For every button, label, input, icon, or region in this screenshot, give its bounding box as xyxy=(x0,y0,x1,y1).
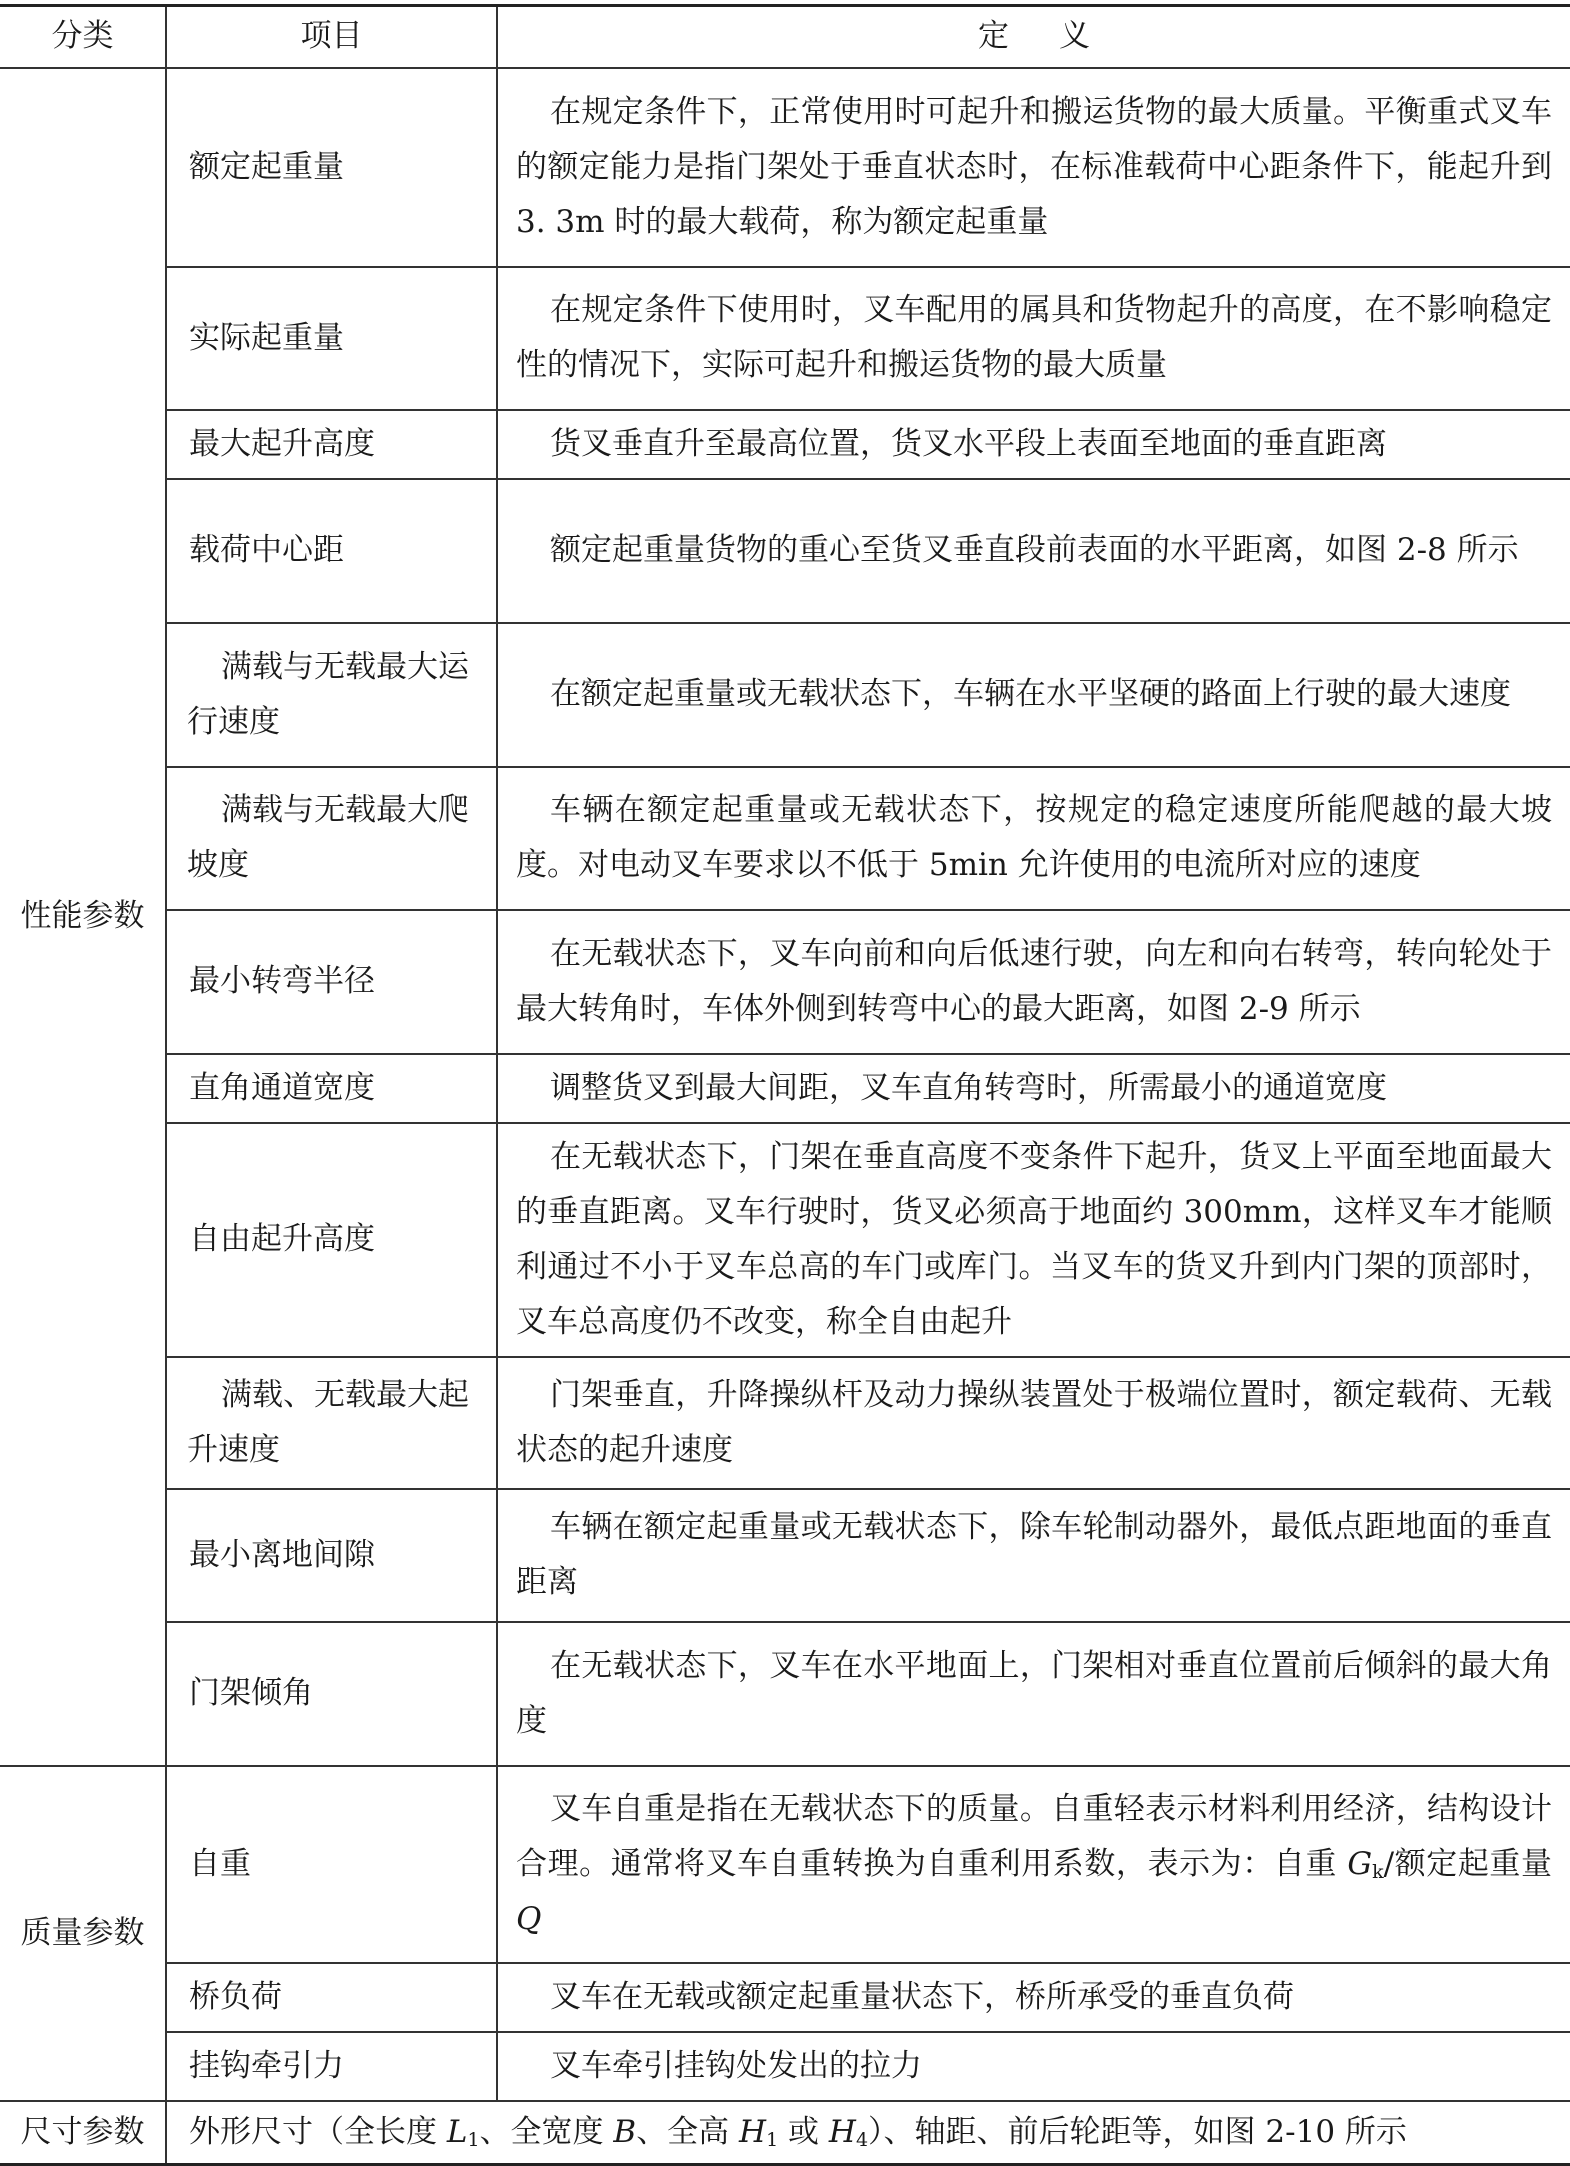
table-row xyxy=(0,1622,1570,1766)
table-row xyxy=(0,1357,1570,1489)
symbol-l: L xyxy=(446,2113,468,2150)
table-row xyxy=(0,410,1570,479)
table-row xyxy=(0,479,1570,623)
table-row xyxy=(0,767,1570,910)
header-definition-b: 义 xyxy=(1059,18,1090,55)
table-row xyxy=(0,910,1570,1054)
header-item: 项目 xyxy=(166,6,497,68)
symbol-g-subscript: k xyxy=(1372,1860,1384,1883)
dim-text-5: ）、轴距、前后轮距等，如图 2-10 所示 xyxy=(868,2113,1407,2150)
header-definition-a: 定 xyxy=(978,18,1009,55)
table-row xyxy=(0,2032,1570,2101)
item-cell: 挂钩牵引力 xyxy=(166,2032,497,2101)
table-row xyxy=(0,2101,1570,2165)
symbol-h4: H xyxy=(828,2113,856,2150)
header-definition xyxy=(497,6,1570,68)
definition-cell: 车辆在额定起重量或无载状态下，按规定的稳定速度所能爬越的最大坡度。对电动叉车要求以不低于 5min 允许使用的电流所对应的速度 xyxy=(497,767,1570,910)
category-performance: 性能参数 xyxy=(0,68,166,1766)
table-row xyxy=(0,1054,1570,1123)
symbol-g: G xyxy=(1347,1845,1373,1882)
item-cell: 额定起重量 xyxy=(166,68,497,267)
item-cell: 实际起重量 xyxy=(166,267,497,410)
symbol-h4-subscript: 4 xyxy=(855,2128,869,2151)
definition-cell: 在无载状态下，叉车向前和向后低速行驶，向左和向右转弯，转向轮处于最大转角时，车体外侧到转弯中心的最大距离，如图 2-9 所示 xyxy=(497,910,1570,1054)
dim-text-4: 或 xyxy=(778,2113,829,2150)
item-cell: 桥负荷 xyxy=(166,1963,497,2032)
item-cell: 自重 xyxy=(166,1766,497,1963)
definition-cell: 在无载状态下，门架在垂直高度不变条件下起升，货叉上平面至地面最大的垂直距离。叉车行驶时，货叉必须高于地面约 300mm，这样叉车才能顺利通过不小于叉车总高的车门或库门。当叉车的货叉升到内门架的顶部时，叉车总高度仍不改变，称全自由起升 xyxy=(497,1123,1570,1357)
forklift-parameter-table xyxy=(0,4,1570,2166)
symbol-l-subscript: 1 xyxy=(467,2128,480,2151)
symbol-h1-subscript: 1 xyxy=(766,2128,779,2151)
item-cell: 满载与无载最大爬坡度 xyxy=(166,767,497,910)
definition-cell: 额定起重量货物的重心至货叉垂直段前表面的水平距离，如图 2-8 所示 xyxy=(497,479,1570,623)
definition-text-2: /额定起重量 xyxy=(1383,1845,1552,1882)
definition-cell: 在规定条件下，正常使用时可起升和搬运货物的最大质量。平衡重式叉车的额定能力是指门架处于垂直状态时，在标准载荷中心距条件下，能起升到 3. 3m 时的最大载荷，称为额定起重量 xyxy=(497,68,1570,267)
table-row xyxy=(0,68,1570,267)
definition-cell: 货叉垂直升至最高位置，货叉水平段上表面至地面的垂直距离 xyxy=(497,410,1570,479)
definition-cell: 在额定起重量或无载状态下，车辆在水平坚硬的路面上行驶的最大速度 xyxy=(497,623,1570,767)
dim-text-2: 、全宽度 xyxy=(479,2113,614,2150)
header-row xyxy=(0,6,1570,68)
item-cell: 载荷中心距 xyxy=(166,479,497,623)
item-cell: 满载与无载最大运行速度 xyxy=(166,623,497,767)
dimension-definition-cell xyxy=(166,2101,1570,2165)
item-cell: 自由起升高度 xyxy=(166,1123,497,1357)
definition-cell xyxy=(497,1766,1570,1963)
header-category: 分类 xyxy=(0,6,166,68)
definition-cell: 在无载状态下，叉车在水平地面上，门架相对垂直位置前后倾斜的最大角度 xyxy=(497,1622,1570,1766)
definition-cell: 调整货叉到最大间距，叉车直角转弯时，所需最小的通道宽度 xyxy=(497,1054,1570,1123)
definition-cell: 门架垂直，升降操纵杆及动力操纵装置处于极端位置时，额定载荷、无载状态的起升速度 xyxy=(497,1357,1570,1489)
definition-text: 叉车自重是指在无载状态下的质量。自重轻表示材料利用经济，结构设计合理。通常将叉车自重转换为自重利用系数，表示为：自重 xyxy=(516,1790,1552,1882)
definition-cell: 在规定条件下使用时，叉车配用的属具和货物起升的高度，在不影响稳定性的情况下，实际可起升和搬运货物的最大质量 xyxy=(497,267,1570,410)
category-mass: 质量参数 xyxy=(0,1766,166,2101)
category-dimension: 尺寸参数 xyxy=(0,2101,166,2165)
table-row xyxy=(0,1489,1570,1622)
symbol-q: Q xyxy=(516,1900,542,1937)
symbol-b: B xyxy=(613,2113,637,2150)
item-cell: 门架倾角 xyxy=(166,1622,497,1766)
item-cell: 最小离地间隙 xyxy=(166,1489,497,1622)
table-row xyxy=(0,1766,1570,1963)
dim-text-1: 外形尺寸（全长度 xyxy=(189,2113,447,2150)
definition-cell: 叉车牵引挂钩处发出的拉力 xyxy=(497,2032,1570,2101)
item-cell: 最小转弯半径 xyxy=(166,910,497,1054)
item-cell: 满载、无载最大起升速度 xyxy=(166,1357,497,1489)
item-cell: 直角通道宽度 xyxy=(166,1054,497,1123)
table-row xyxy=(0,267,1570,410)
table-row xyxy=(0,1123,1570,1357)
symbol-h1: H xyxy=(739,2113,767,2150)
table-row xyxy=(0,1963,1570,2032)
item-cell: 最大起升高度 xyxy=(166,410,497,479)
definition-cell: 叉车在无载或额定起重量状态下，桥所承受的垂直负荷 xyxy=(497,1963,1570,2032)
dim-text-3: 、全高 xyxy=(636,2113,740,2150)
table-row xyxy=(0,623,1570,767)
definition-cell: 车辆在额定起重量或无载状态下，除车轮制动器外，最低点距地面的垂直距离 xyxy=(497,1489,1570,1622)
